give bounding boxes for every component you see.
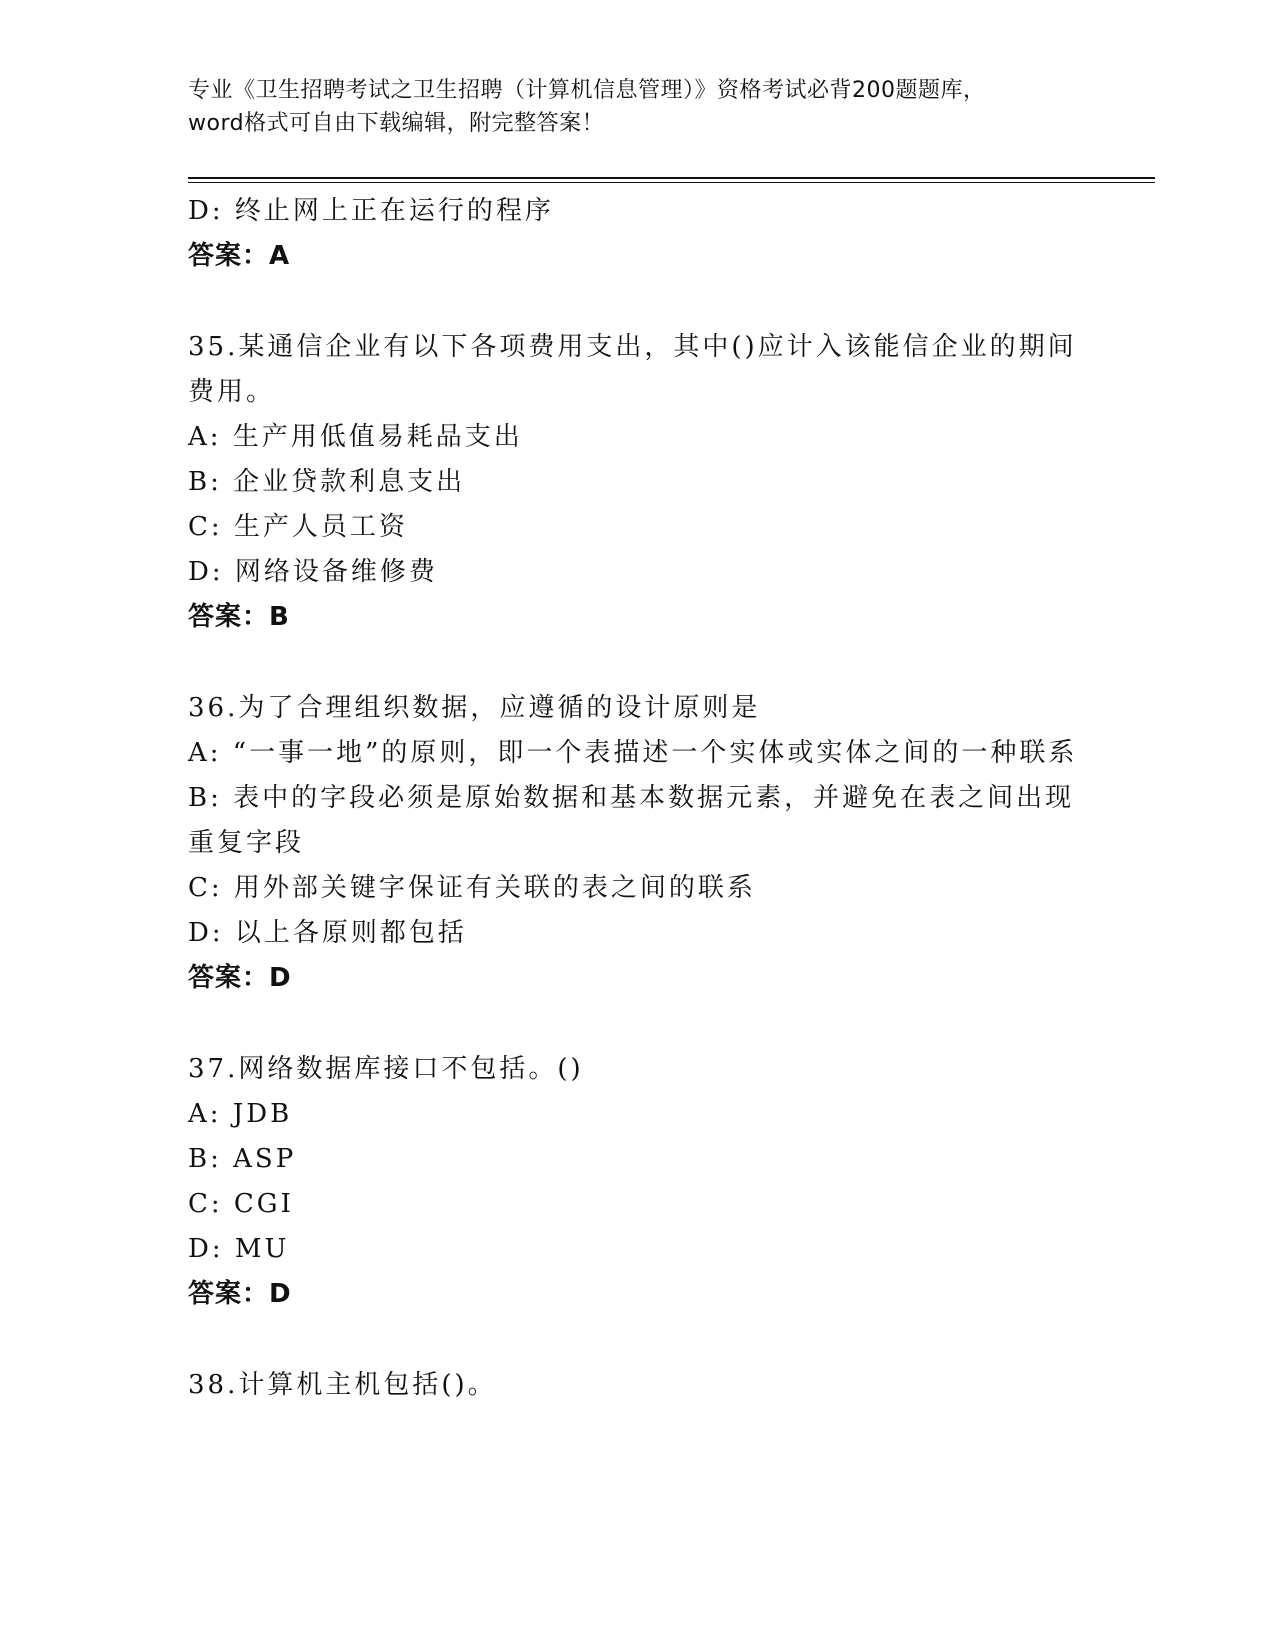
option-d: D: 以上各原则都包括 <box>188 918 467 948</box>
option-c: C: 生产人员工资 <box>188 512 408 542</box>
question-stem: 37.网络数据库接口不包括。() <box>188 1054 584 1084</box>
option-d: D: MU <box>188 1234 290 1264</box>
header-line-1: 专业《卫生招聘考试之卫生招聘（计算机信息管理）》资格考试必背200题题库， <box>188 78 986 103</box>
question-stem: 38.计算机主机包括()。 <box>188 1370 497 1400</box>
option-d: D: 网络设备维修费 <box>188 557 438 587</box>
answer: 答案：A <box>188 241 291 271</box>
option-c: C: 用外部关键字保证有关联的表之间的联系 <box>188 873 756 903</box>
spacer <box>188 1317 1088 1363</box>
header-line-2: word格式可自由下载编辑，附完整答案！ <box>188 111 605 136</box>
question-list <box>188 189 1088 1408</box>
spacer <box>188 1001 1088 1047</box>
option-b: B: ASP <box>188 1144 297 1174</box>
option-a: A: “一事一地”的原则，即一个表描述一个实体或实体之间的一种联系 <box>188 738 1078 768</box>
header-divider-thin <box>188 182 1155 183</box>
option-a: A: 生产用低值易耗品支出 <box>188 422 523 452</box>
option-b: B: 企业贷款利息支出 <box>188 467 466 497</box>
option-c: C: CGI <box>188 1189 294 1219</box>
question-38 <box>188 1363 1088 1408</box>
question-37 <box>188 1047 1088 1317</box>
question-35 <box>188 325 1088 640</box>
header-divider-thick <box>188 177 1155 179</box>
spacer <box>188 640 1088 686</box>
answer: 答案：B <box>188 602 290 632</box>
question-stem: 36.为了合理组织数据，应遵循的设计原则是 <box>188 693 761 723</box>
option-d: D: 终止网上正在运行的程序 <box>188 196 554 226</box>
spacer <box>188 279 1088 325</box>
option-a: A: JDB <box>188 1099 293 1129</box>
answer: 答案：D <box>188 963 292 993</box>
question-34-tail <box>188 189 1088 279</box>
question-36 <box>188 686 1088 1001</box>
question-stem: 35.某通信企业有以下各项费用支出，其中()应计入该能信企业的期间费用。 <box>188 332 1077 407</box>
answer: 答案：D <box>188 1279 292 1309</box>
document-header <box>188 74 1088 140</box>
option-b: B: 表中的字段必须是原始数据和基本数据元素，并避免在表之间出现重复字段 <box>188 783 1075 858</box>
